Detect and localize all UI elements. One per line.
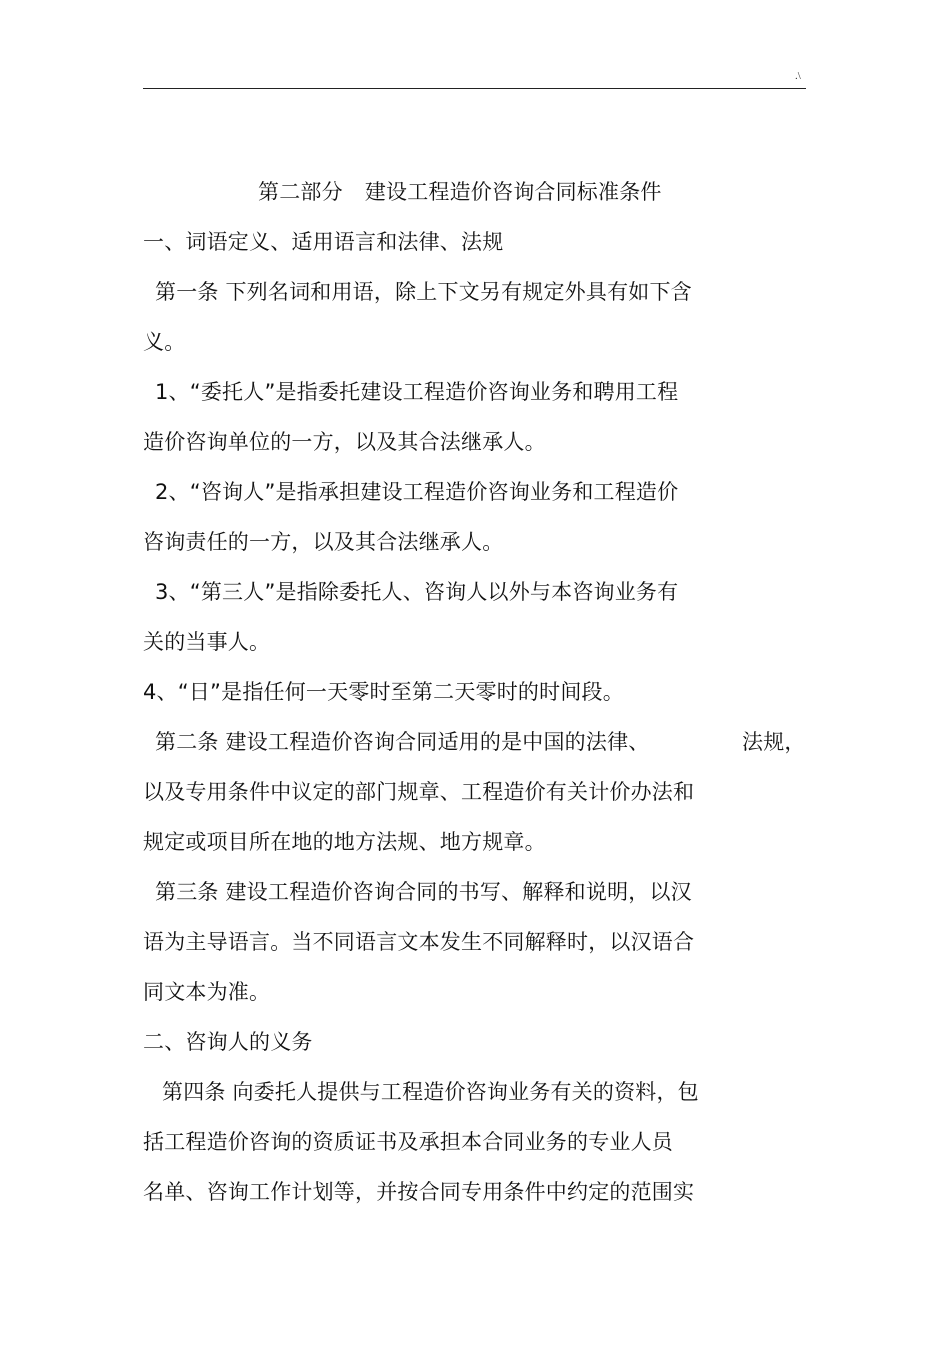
definition-3-line-1: 3、“第三人”是指除委托人、咨询人以外与本咨询业务有 [155,580,679,604]
article-1-line-1: 第一条 下列名词和用语，除上下文另有规定外具有如下含 [155,280,692,304]
title-text: 建设工程造价咨询合同标准条件 [364,180,662,204]
article-2-line-2: 以及专用条件中议定的部门规章、工程造价有关计价办法和 [143,780,695,804]
article-3-line-3: 同文本为准。 [143,980,271,1004]
title-part: 第二部分 [258,180,343,204]
definition-1-line-1: 1、“委托人”是指委托建设工程造价咨询业务和聘用工程 [155,380,679,404]
definition-2-line-2: 咨询责任的一方，以及其合法继承人。 [143,530,504,554]
definition-2-line-1: 2、“咨询人”是指承担建设工程造价咨询业务和工程造价 [155,480,679,504]
document-title [258,178,662,206]
article-3-line-2: 语为主导语言。当不同语言文本发生不同解释时，以汉语合 [143,930,695,954]
section-heading-2: 二、咨询人的义务 [143,1030,313,1054]
header-mark: .\ [795,70,801,82]
article-4-line-2: 括工程造价咨询的资质证书及承担本合同业务的专业人员 [143,1130,673,1154]
article-4-line-1: 第四条 向委托人提供与工程造价咨询业务有关的资料，包 [162,1080,699,1104]
article-4-line-3: 名单、咨询工作计划等，并按合同专用条件中约定的范围实 [143,1180,695,1204]
definition-3-line-2: 关的当事人。 [143,630,271,654]
definition-1-line-2: 造价咨询单位的一方，以及其合法继承人。 [143,430,546,454]
header-rule [143,88,806,89]
article-1-line-2: 义。 [143,330,186,354]
article-3-line-1: 第三条 建设工程造价咨询合同的书写、解释和说明，以汉 [155,880,692,904]
definition-4: 4、“日”是指任何一天零时至第二天零时的时间段。 [143,680,624,704]
article-2-line-1a: 第二条 建设工程造价咨询合同适用的是中国的法律、 [155,730,650,754]
article-2-line-1b: 法规， [742,730,806,754]
article-2-line-3: 规定或项目所在地的地方法规、地方规章。 [143,830,546,854]
section-heading-1: 一、词语定义、适用语言和法律、法规 [143,230,504,254]
